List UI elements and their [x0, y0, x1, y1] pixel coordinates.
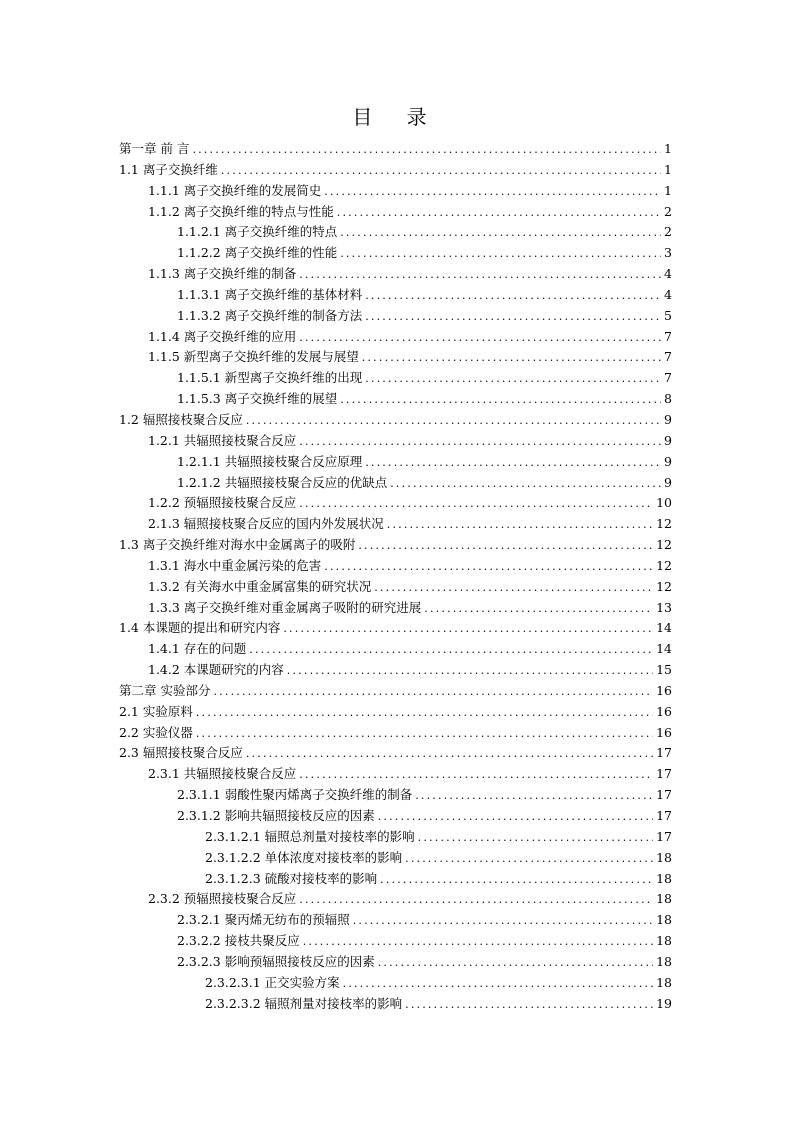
dot-leader	[299, 765, 653, 786]
toc-entry-page-number: 9	[664, 432, 672, 448]
toc-entry-page-number: 16	[656, 682, 672, 698]
toc-entry-label: 2.3.1.2.2 单体浓度对接枝率的影响	[205, 849, 403, 865]
toc-entry-page-number: 12	[656, 578, 672, 594]
dot-leader	[343, 974, 653, 995]
toc-entry-page-number: 18	[656, 953, 672, 969]
dot-leader	[424, 599, 653, 620]
toc-entry-page-number: 2	[664, 224, 672, 240]
toc-entry-label: 1.1.3.1 离子交换纤维的基体材料	[177, 286, 363, 302]
page-title: 目 录	[352, 105, 441, 129]
toc-entry-page-number: 14	[656, 641, 672, 657]
toc-entry-label: 2.3.1.1 弱酸性聚丙烯离子交换纤维的制备	[177, 787, 413, 803]
toc-entry[interactable]	[119, 702, 672, 723]
toc-entry-page-number: 9	[664, 411, 672, 427]
toc-entry-page-number: 18	[656, 974, 672, 990]
toc-entry[interactable]	[119, 327, 672, 348]
toc-entry-label: 1.1.2.2 离子交换纤维的性能	[177, 245, 338, 261]
dot-leader	[405, 849, 653, 870]
toc-entry-label: 1.1.1 离子交换纤维的发展简史	[148, 182, 322, 198]
toc-entry-label: 1.2.1.1 共辐照接枝聚合反应原理	[177, 453, 363, 469]
toc-entry-label: 2.3 辐照接枝聚合反应	[119, 745, 243, 761]
toc-entry-label: 2.3.2 预辐照接枝聚合反应	[148, 891, 297, 907]
toc-entry[interactable]	[119, 222, 672, 243]
toc-entry-label: 2.2 实验仪器	[119, 724, 193, 740]
toc-entry-page-number: 7	[664, 328, 672, 344]
toc-entry[interactable]	[119, 243, 672, 264]
toc-entry[interactable]	[119, 264, 672, 285]
toc-entry-page-number: 7	[664, 370, 672, 386]
toc-entry-page-number: 4	[664, 286, 672, 302]
toc-entry-page-number: 19	[656, 995, 672, 1011]
toc-entry[interactable]	[119, 764, 672, 785]
toc-entry-page-number: 18	[656, 891, 672, 907]
dot-leader	[213, 682, 653, 703]
toc-entry-label: 1.1.3.2 离子交换纤维的制备方法	[177, 307, 363, 323]
toc-entry-label: 1.2.2 预辐照接枝聚合反应	[148, 495, 297, 511]
toc-entry[interactable]	[119, 806, 672, 827]
dot-leader	[196, 724, 653, 745]
dot-leader	[365, 307, 661, 328]
toc-entry-page-number: 15	[656, 662, 672, 678]
toc-entry-label: 1.4 本课题的提出和研究内容	[119, 620, 281, 636]
toc-entry-label: 1.1.5.3 离子交换纤维的展望	[177, 391, 338, 407]
toc-entry[interactable]	[119, 639, 672, 660]
toc-entry[interactable]	[119, 848, 672, 869]
dot-leader	[299, 328, 661, 349]
dot-leader	[365, 286, 661, 307]
toc-entry-label: 1.2.1 共辐照接枝聚合反应	[148, 432, 297, 448]
toc-entry-page-number: 7	[664, 349, 672, 365]
dot-leader	[415, 786, 653, 807]
toc-entry-page-number: 17	[656, 745, 672, 761]
toc-entry-page-number: 18	[656, 912, 672, 928]
toc-entry-page-number: 4	[664, 266, 672, 282]
dot-leader	[374, 578, 653, 599]
dot-leader	[324, 557, 653, 578]
toc-entry-page-number: 14	[656, 620, 672, 636]
toc-entry-page-number: 17	[656, 828, 672, 844]
toc-entry-page-number: 1	[664, 141, 672, 156]
toc-entry-label: 1.3 离子交换纤维对海水中金属离子的吸附	[119, 537, 356, 553]
toc-entry[interactable]	[119, 556, 672, 577]
toc-entry[interactable]	[119, 410, 672, 431]
dot-leader	[337, 203, 661, 224]
toc-entry[interactable]	[119, 743, 672, 764]
toc-entry-page-number: 9	[664, 474, 672, 490]
toc-entry[interactable]	[119, 869, 672, 890]
toc-entry-label: 第一章 前 言	[119, 141, 190, 156]
dot-leader	[353, 911, 653, 932]
toc-entry-label: 1.4.1 存在的问题	[148, 641, 247, 657]
toc-entry-label: 第二章 实验部分	[119, 682, 211, 698]
dot-leader	[299, 890, 653, 911]
toc-entry-label: 1.2 辐照接枝聚合反应	[119, 411, 243, 427]
dot-leader	[192, 140, 661, 161]
toc-entry-label: 1.3.2 有关海水中重金属富集的研究状况	[148, 578, 372, 594]
toc-entry-label: 2.3.1.2 影响共辐照接枝反应的因素	[177, 808, 375, 823]
toc-entry-page-number: 18	[656, 870, 672, 886]
toc-entry-page-number: 17	[656, 766, 672, 782]
toc-entry[interactable]	[119, 660, 672, 681]
dot-leader	[249, 640, 653, 661]
toc-entry-label: 1.1.5.1 新型离子交换纤维的出现	[177, 370, 363, 386]
toc-entry[interactable]	[119, 889, 672, 910]
toc-entry-page-number: 3	[664, 245, 672, 261]
toc-entry-page-number: 17	[656, 808, 672, 823]
dot-leader	[324, 182, 661, 203]
toc-entry[interactable]	[119, 431, 672, 452]
dot-leader	[362, 348, 661, 369]
dot-leader	[303, 932, 653, 953]
toc-entry-page-number: 17	[656, 787, 672, 803]
toc-entry[interactable]	[119, 473, 672, 494]
toc-entry[interactable]	[119, 181, 672, 202]
toc-entry-label: 2.3.2.3.1 正交实验方案	[205, 974, 340, 990]
dot-leader	[378, 807, 653, 828]
toc-entry-label: 1.4.2 本课题研究的内容	[148, 662, 284, 678]
toc-entry-page-number: 12	[656, 537, 672, 553]
toc-entry[interactable]	[119, 931, 672, 952]
dot-leader	[299, 265, 661, 286]
toc-entry[interactable]	[119, 910, 672, 931]
toc-entry-page-number: 8	[664, 391, 672, 407]
toc-entry-label: 1.3.3 离子交换纤维对重金属离子吸附的研究进展	[148, 599, 422, 615]
toc-entry-page-number: 16	[656, 724, 672, 740]
toc-entry[interactable]	[119, 723, 672, 744]
dot-leader	[390, 474, 661, 495]
toc-entry[interactable]	[119, 368, 672, 389]
toc-entry[interactable]	[119, 577, 672, 598]
toc-entry-label: 1.1.3 离子交换纤维的制备	[148, 266, 297, 282]
toc-entry-label: 1.1.2 离子交换纤维的特点与性能	[148, 203, 334, 219]
toc-entry[interactable]	[119, 202, 672, 223]
toc-entry[interactable]	[119, 493, 672, 514]
dot-leader	[387, 515, 653, 536]
toc-entry-label: 2.3.1 共辐照接枝聚合反应	[148, 766, 297, 782]
dot-leader	[221, 161, 661, 182]
toc-entry-label: 2.3.2.3.2 辐照剂量对接枝率的影响	[205, 995, 403, 1011]
dot-leader	[378, 953, 653, 974]
toc-entry-label: 1.1.2.1 离子交换纤维的特点	[177, 224, 338, 240]
toc-entry-page-number: 13	[656, 599, 672, 615]
toc-entry-label: 2.3.2.3 影响预辐照接枝反应的因素	[177, 953, 375, 969]
toc-entry-label: 2.3.1.2.1 辐照总剂量对接枝率的影响	[205, 828, 415, 844]
toc-entry[interactable]	[119, 535, 672, 556]
dot-leader	[365, 453, 661, 474]
toc-entry[interactable]	[119, 598, 672, 619]
toc-entry[interactable]	[119, 681, 672, 702]
toc-entry-page-number: 5	[664, 307, 672, 323]
toc-entry-page-number: 16	[656, 703, 672, 719]
toc-entry[interactable]	[119, 827, 672, 848]
toc-entry[interactable]	[119, 994, 672, 1015]
dot-leader	[340, 223, 661, 244]
toc-entry-page-number: 10	[656, 495, 672, 511]
toc-entry-label: 1.1 离子交换纤维	[119, 161, 218, 177]
dot-leader	[299, 432, 661, 453]
toc-entry-label: 1.2.1.2 共辐照接枝聚合反应的优缺点	[177, 474, 388, 490]
dot-leader	[365, 369, 661, 390]
toc-entry[interactable]	[119, 452, 672, 473]
toc-entry-page-number: 2	[664, 203, 672, 219]
toc-entry-label: 2.1 实验原料	[119, 703, 193, 719]
dot-leader	[246, 411, 661, 432]
toc-entry[interactable]	[119, 347, 672, 368]
toc-entry-page-number: 12	[656, 516, 672, 532]
dot-leader	[196, 703, 653, 724]
toc-entry[interactable]	[119, 785, 672, 806]
toc-entry-label: 1.1.4 离子交换纤维的应用	[148, 328, 297, 344]
toc-entry[interactable]	[119, 973, 672, 994]
toc-entry[interactable]	[119, 160, 672, 181]
toc-entry-label: 2.3.2.2 接枝共聚反应	[177, 933, 300, 949]
dot-leader	[418, 828, 653, 849]
toc-entry[interactable]	[119, 618, 672, 639]
toc-entry[interactable]	[119, 139, 672, 160]
toc-entry-label: 2.3.2.1 聚丙烯无纺布的预辐照	[177, 912, 350, 928]
toc-entry-page-number: 1	[664, 161, 672, 177]
toc-entry-label: 2.3.1.2.3 硫酸对接枝率的影响	[205, 870, 378, 886]
table-of-contents	[119, 139, 672, 1014]
dot-leader	[405, 995, 653, 1016]
toc-entry[interactable]	[119, 514, 672, 535]
dot-leader	[340, 244, 661, 265]
toc-entry[interactable]	[119, 389, 672, 410]
toc-entry-page-number: 18	[656, 849, 672, 865]
toc-entry-page-number: 9	[664, 453, 672, 469]
dot-leader	[380, 870, 653, 891]
dot-leader	[246, 744, 653, 765]
toc-entry[interactable]	[119, 285, 672, 306]
toc-entry-page-number: 12	[656, 557, 672, 573]
dot-leader	[299, 494, 653, 515]
dot-leader	[358, 536, 653, 557]
dot-leader	[283, 619, 653, 640]
toc-entry-label: 2.1.3 辐照接枝聚合反应的国内外发展状况	[148, 516, 384, 532]
toc-entry-page-number: 18	[656, 933, 672, 949]
dot-leader	[287, 661, 653, 682]
toc-entry-label: 1.1.5 新型离子交换纤维的发展与展望	[148, 349, 359, 365]
toc-entry[interactable]	[119, 306, 672, 327]
toc-entry-page-number: 1	[664, 182, 672, 198]
toc-entry[interactable]	[119, 952, 672, 973]
dot-leader	[340, 390, 661, 411]
toc-entry-label: 1.3.1 海水中重金属污染的危害	[148, 557, 322, 573]
